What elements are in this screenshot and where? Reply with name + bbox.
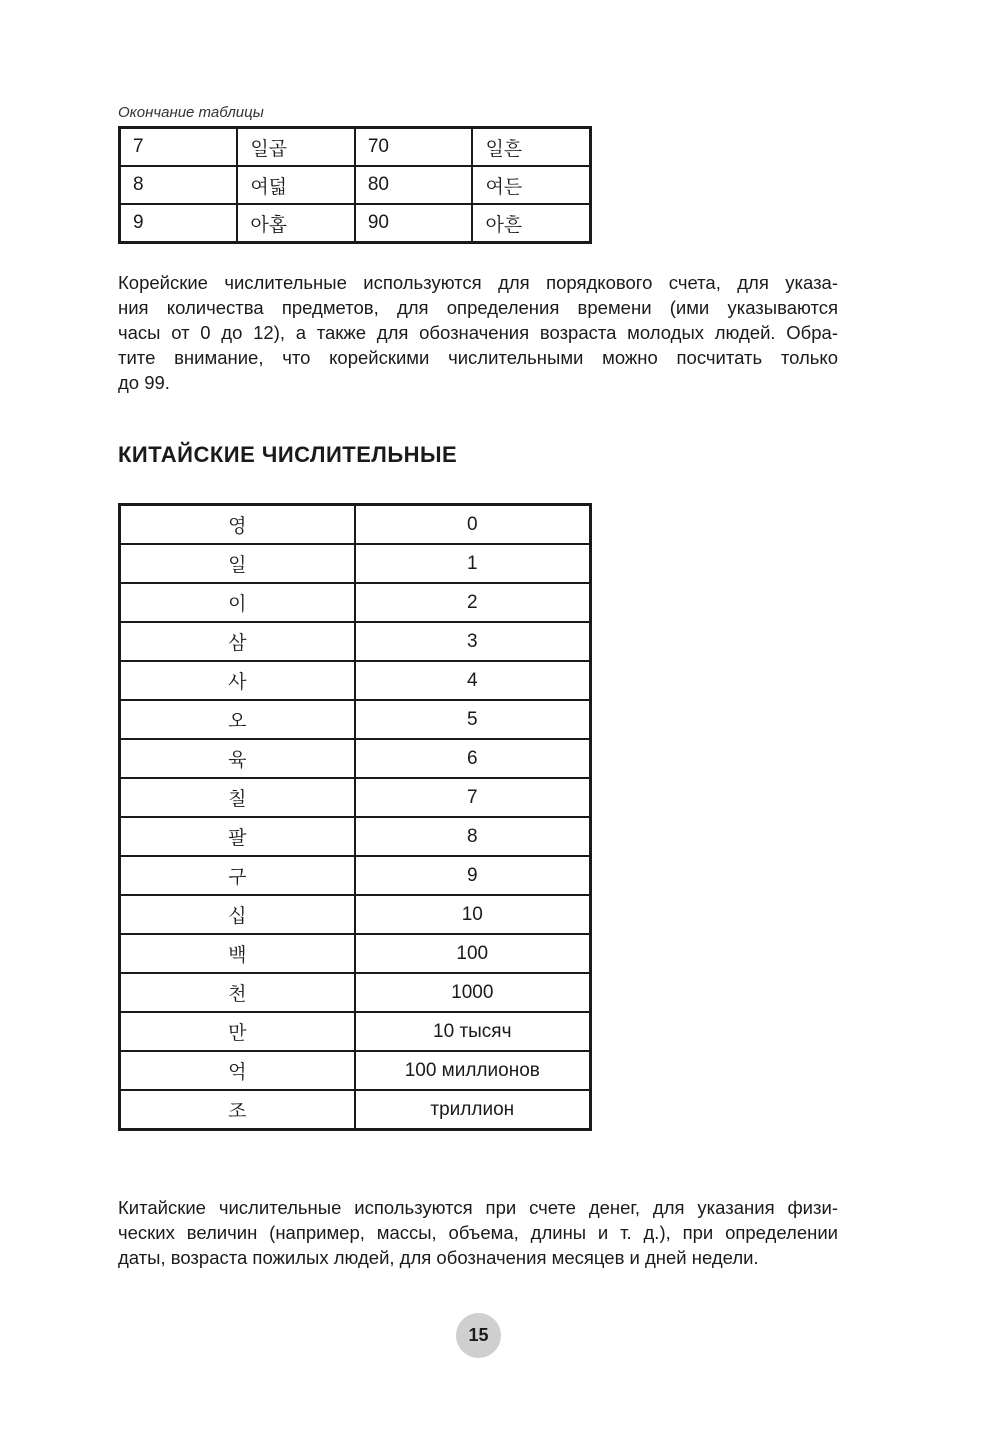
table-cell: 3: [355, 622, 591, 661]
table-row: [120, 128, 591, 167]
table-cell: 아홉: [237, 204, 355, 243]
table-cell: 오: [120, 700, 355, 739]
table-row: [120, 895, 591, 934]
table-cell: 5: [355, 700, 591, 739]
table-cell: 억: [120, 1051, 355, 1090]
table-cell: 70: [355, 128, 473, 167]
table-cell: 이: [120, 583, 355, 622]
text-line: тите внимание, что корейскими числительными можно посчитать только: [118, 347, 838, 368]
text-line: ния количества предметов, для определения времени (ими указываются: [118, 297, 838, 318]
text-line: даты, возраста пожилых людей, для обозначения месяцев и дней недели.: [118, 1247, 759, 1268]
table-cell: 일곱: [237, 128, 355, 167]
table-cell: 백: [120, 934, 355, 973]
table-row: [120, 622, 591, 661]
table-row: [120, 1012, 591, 1051]
table-cell: 10 тысяч: [355, 1012, 591, 1051]
table-row: [120, 739, 591, 778]
table-cell: 100 миллионов: [355, 1051, 591, 1090]
table-cell: 아흔: [472, 204, 590, 243]
table-cell: 육: [120, 739, 355, 778]
table-row: [120, 661, 591, 700]
table-cell: 조: [120, 1090, 355, 1130]
table-cell: 1000: [355, 973, 591, 1012]
section-heading: КИТАЙСКИЕ ЧИСЛИТЕЛЬНЫЕ: [118, 442, 458, 467]
text-line: до 99.: [118, 372, 170, 393]
table-cell: 100: [355, 934, 591, 973]
table-row: [120, 204, 591, 243]
table-row: [120, 1090, 591, 1130]
table-cell: 9: [355, 856, 591, 895]
table-row: [120, 544, 591, 583]
table-row: [120, 934, 591, 973]
table-caption: Окончание таблицы: [118, 104, 264, 121]
table-row: [120, 856, 591, 895]
table-row: [120, 1051, 591, 1090]
table-row: [120, 583, 591, 622]
table-cell: 일: [120, 544, 355, 583]
table-cell: 90: [355, 204, 473, 243]
sino-korean-numerals-table: [118, 503, 592, 1131]
text-line: Китайские числительные используются при счете денег, для указания физи-: [118, 1197, 838, 1218]
table-cell: 여덟: [237, 166, 355, 204]
table-cell: 10: [355, 895, 591, 934]
paragraph-chinese-numerals: [118, 1195, 838, 1270]
page-number: 15: [456, 1313, 501, 1358]
table-cell: 2: [355, 583, 591, 622]
table-row: [120, 505, 591, 545]
table-cell: 영: [120, 505, 355, 545]
table-cell: триллион: [355, 1090, 591, 1130]
table-cell: 8: [120, 166, 238, 204]
text-line: часы от 0 до 12), а также для обозначения возраста молодых людей. Обра-: [118, 322, 838, 343]
table-row: [120, 973, 591, 1012]
table-row: [120, 817, 591, 856]
table-row: [120, 778, 591, 817]
paragraph-korean-numerals: [118, 270, 838, 395]
table-cell: 80: [355, 166, 473, 204]
table-cell: 0: [355, 505, 591, 545]
table-cell: 만: [120, 1012, 355, 1051]
table-cell: 팔: [120, 817, 355, 856]
table-cell: 9: [120, 204, 238, 243]
text-line: Корейские числительные используются для порядкового счета, для указа-: [118, 272, 838, 293]
table-cell: 삼: [120, 622, 355, 661]
table-row: [120, 700, 591, 739]
table-cell: 일흔: [472, 128, 590, 167]
text-line: ческих величин (например, массы, объема, длины и т. д.), при определении: [118, 1222, 838, 1243]
table-cell: 구: [120, 856, 355, 895]
table-cell: 여든: [472, 166, 590, 204]
table-cell: 4: [355, 661, 591, 700]
table-cell: 사: [120, 661, 355, 700]
table-cell: 7: [355, 778, 591, 817]
native-numerals-table: [118, 126, 592, 244]
table-row: [120, 166, 591, 204]
table-cell: 칠: [120, 778, 355, 817]
table-cell: 7: [120, 128, 238, 167]
table-cell: 8: [355, 817, 591, 856]
table-cell: 십: [120, 895, 355, 934]
table-cell: 6: [355, 739, 591, 778]
table-cell: 천: [120, 973, 355, 1012]
table-cell: 1: [355, 544, 591, 583]
